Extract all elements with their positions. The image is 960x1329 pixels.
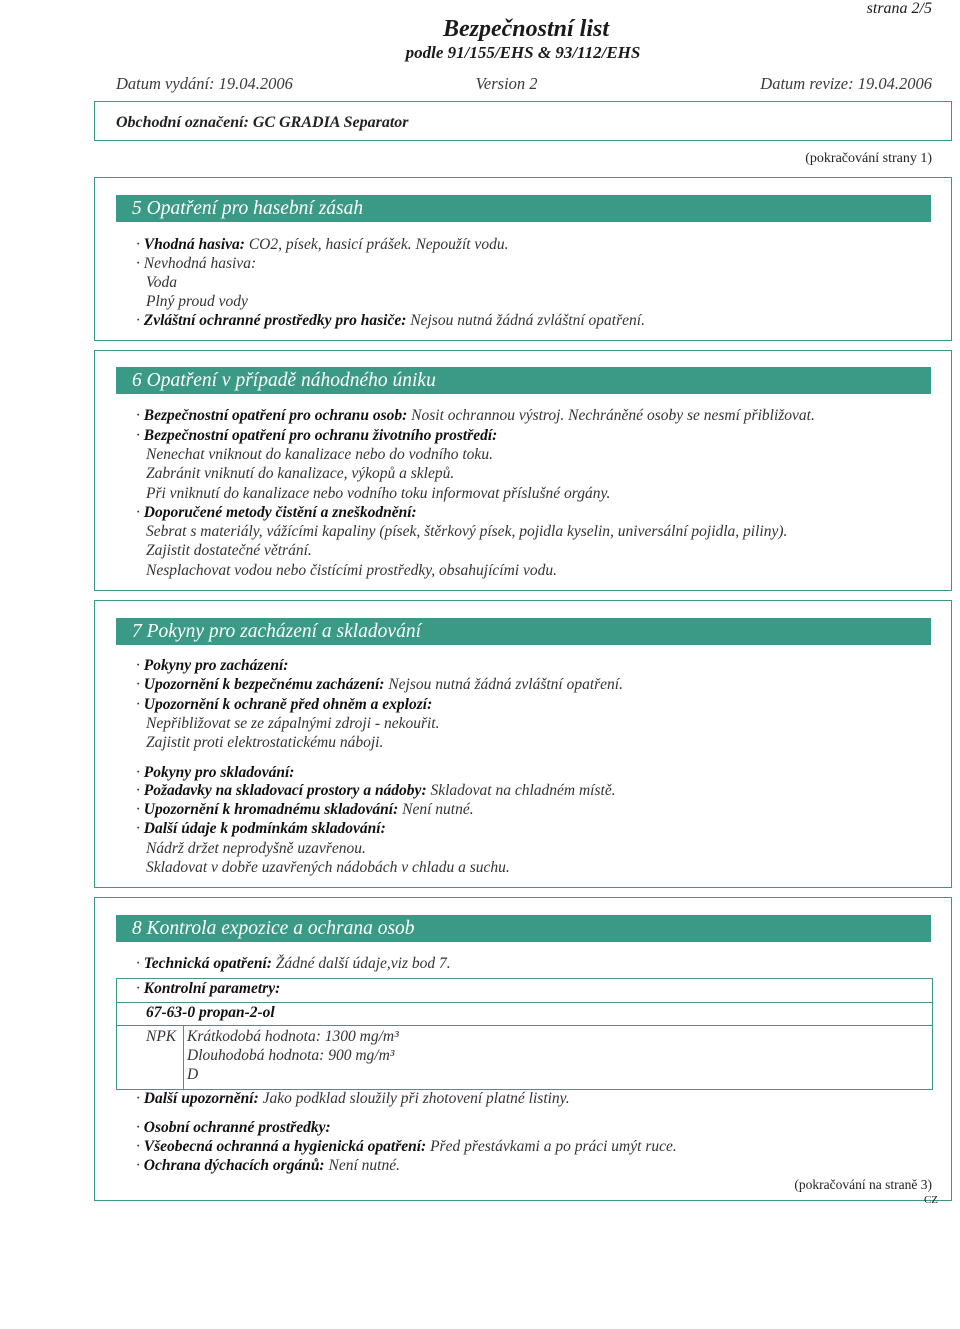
s8-ctrl-label: · Kontrolní parametry:: [136, 980, 281, 997]
s8-l4-text: Před přestávkami a po práci umýt ruce.: [426, 1138, 677, 1155]
s7-l3-label: Upozornění k ochraně před ohněm a explozí:: [143, 696, 433, 713]
npk-divider: [183, 1026, 184, 1090]
s7-line-7: · Požadavky na skladovací prostory a nádoby: Skladovat na chladném místě.: [136, 782, 616, 799]
substance-row: [116, 1002, 933, 1026]
s8-l2-label: Další upozornění:: [143, 1090, 259, 1107]
continued-from: (pokračování strany 1): [805, 151, 932, 166]
d-value: D: [187, 1066, 199, 1083]
s8-l5-text: Není nutné.: [324, 1157, 400, 1174]
substance-name-text: 67-63-0 propan-2-ol: [146, 1004, 275, 1021]
s7-line-1: · Pokyny pro zacházení:: [136, 657, 289, 674]
s7-line-6: · Pokyny pro skladování:: [136, 764, 295, 781]
s5-l5-label: Zvláštní ochranné prostředky pro hasiče:: [143, 312, 407, 329]
s6-line-5: Při vniknutí do kanalizace nebo vodního toku informovat příslušné orgány.: [146, 485, 611, 502]
s7-l8-label: Upozornění k hromadnému skladování:: [143, 801, 399, 818]
page-number: strana 2/5: [866, 0, 932, 17]
s8-l3-label: Osobní ochranné prostředky:: [143, 1119, 331, 1136]
s7-l7-label: Požadavky na skladovací prostory a nádoby:: [143, 782, 427, 799]
s7-line-5: Zajistit proti elektrostatickému náboji.: [146, 734, 384, 751]
control-parameters-header: [116, 978, 933, 1003]
language-code: CZ: [923, 1194, 938, 1206]
s8-l1-label: Technická opatření:: [143, 955, 272, 972]
s5-l5-text: Nejsou nutná žádná zvláštní opatření.: [406, 312, 645, 329]
section-7: [94, 600, 952, 888]
s5-line-3: Voda: [146, 274, 177, 291]
trade-name-box: [94, 101, 952, 141]
s6-l2-label: Bezpečnostní opatření pro ochranu životního prostředí:: [143, 427, 498, 444]
s8-line-2: · Další upozornění: Jako podklad sloužily při zhotovení platné listiny.: [136, 1090, 570, 1107]
s7-l2-text: Nejsou nutná žádná zvláštní opatření.: [384, 676, 623, 693]
s7-line-11: Skladovat v dobře uzavřených nádobách v chladu a suchu.: [146, 859, 510, 876]
s8-ctrl-label-text: Kontrolní parametry:: [143, 980, 281, 997]
long-term-value: Dlouhodobá hodnota: 900 mg/m³: [187, 1047, 395, 1064]
s7-line-4: Nepřibližovat se ze zápalnými zdroji - nekouřit.: [146, 715, 440, 732]
s5-line-2: · Nevhodná hasiva:: [136, 255, 257, 272]
short-term-value: Krátkodobá hodnota: 1300 mg/m³: [187, 1028, 399, 1045]
s6-l1-text: Nosit ochrannou výstroj. Nechráněné osoby se nesmí přibližovat.: [407, 407, 815, 424]
s7-line-8: · Upozornění k hromadnému skladování: Není nutné.: [136, 801, 474, 818]
s7-l7-text: Skladovat na chladném místě.: [426, 782, 616, 799]
s6-line-3: Nenechat vniknout do kanalizace nebo do vodního toku.: [146, 446, 493, 463]
s5-l1-label: Vhodná hasiva:: [143, 236, 245, 253]
s5-l1-text: CO2, písek, hasicí prášek. Nepoužít vodu.: [244, 236, 509, 253]
limit-values-box: [116, 1025, 933, 1090]
document-subtitle: podle 91/155/EHS & 93/112/EHS: [405, 43, 641, 62]
continued-on: (pokračování na straně 3): [794, 1177, 932, 1192]
s6-line-2: · Bezpečnostní opatření pro ochranu životního prostředí:: [136, 427, 498, 444]
npk-label: NPK: [146, 1028, 177, 1045]
section-6-title: 6 Opatření v případě náhodného úniku: [116, 367, 931, 394]
s7-l8-text: Není nutné.: [398, 801, 474, 818]
s5-line-1: · Vhodná hasiva: CO2, písek, hasicí prášek. Nepoužít vodu.: [136, 236, 509, 253]
issue-date: Datum vydání: 19.04.2006: [116, 74, 293, 93]
document-title: Bezpečnostní list: [442, 16, 610, 42]
s6-line-4: Zabránit vniknutí do kanalizace, výkopů a sklepů.: [146, 465, 455, 482]
s8-l1-text: Žádné další údaje,viz bod 7.: [271, 955, 451, 972]
revision-date: Datum revize: 19.04.2006: [760, 74, 932, 93]
s6-line-7: Sebrat s materiály, vážícími kapaliny (písek, štěrkový písek, pojidla kyselin, universální pojidla, piliny).: [146, 523, 788, 540]
s6-line-9: Nesplachovat vodou nebo čistícími prostředky, obsahujícími vodu.: [146, 562, 557, 579]
s8-l4-label: Všeobecná ochranná a hygienická opatření:: [143, 1138, 427, 1155]
section-8: [94, 897, 952, 1201]
section-8-title: 8 Kontrola expozice a ochrana osob: [116, 915, 931, 942]
section-5-title: 5 Opatření pro hasební zásah: [116, 195, 931, 222]
s7-l9-label: Další údaje k podmínkám skladování:: [143, 820, 386, 837]
s7-line-10: Nádrž držet neprodyšně uzavřenou.: [146, 840, 366, 857]
s5-line-5: · Zvláštní ochranné prostředky pro hasiče: Nejsou nutná žádná zvláštní opatření.: [136, 312, 645, 329]
s6-line-6: · Doporučené metody čistění a zneškodnění:: [136, 504, 417, 521]
s8-line-3: · Osobní ochranné prostředky:: [136, 1119, 331, 1136]
s8-line-1: · Technická opatření: Žádné další údaje,viz bod 7.: [136, 955, 451, 972]
section-7-title: 7 Pokyny pro zacházení a skladování: [116, 618, 931, 645]
s8-l5-label: Ochrana dýchacích orgánů:: [143, 1157, 325, 1174]
s7-l1-label: Pokyny pro zacházení:: [143, 657, 289, 674]
section-5: [94, 177, 952, 341]
s8-l2-text: Jako podklad sloužily při zhotovení platné listiny.: [258, 1090, 570, 1107]
s6-l6-label: Doporučené metody čistění a zneškodnění:: [143, 504, 417, 521]
s7-l2-label: Upozornění k bezpečnému zacházení:: [143, 676, 385, 693]
substance-name: [146, 1004, 275, 1022]
s6-l1-label: Bezpečnostní opatření pro ochranu osob:: [143, 407, 408, 424]
s6-line-1: · Bezpečnostní opatření pro ochranu osob: Nosit ochrannou výstroj. Nechráněné osoby se nesmí přibližovat.: [136, 407, 815, 424]
s7-line-3: · Upozornění k ochraně před ohněm a explozí:: [136, 696, 433, 713]
s5-l2-label: Nevhodná hasiva:: [143, 255, 257, 272]
section-6: [94, 350, 952, 591]
s7-l6-label: Pokyny pro skladování:: [143, 764, 295, 781]
header-meta-row: [116, 74, 932, 94]
s8-line-4: · Všeobecná ochranná a hygienická opatření: Před přestávkami a po práci umýt ruce.: [136, 1138, 677, 1155]
s7-line-2: · Upozornění k bezpečnému zacházení: Nejsou nutná žádná zvláštní opatření.: [136, 676, 623, 693]
s5-line-4: Plný proud vody: [146, 293, 248, 310]
s8-line-5: · Ochrana dýchacích orgánů: Není nutné.: [136, 1157, 400, 1174]
s7-line-9: · Další údaje k podmínkám skladování:: [136, 820, 386, 837]
version: Version 2: [475, 74, 538, 93]
trade-name: Obchodní označení: GC GRADIA Separator: [116, 114, 409, 131]
s6-line-8: Zajistit dostatečné větrání.: [146, 542, 312, 559]
